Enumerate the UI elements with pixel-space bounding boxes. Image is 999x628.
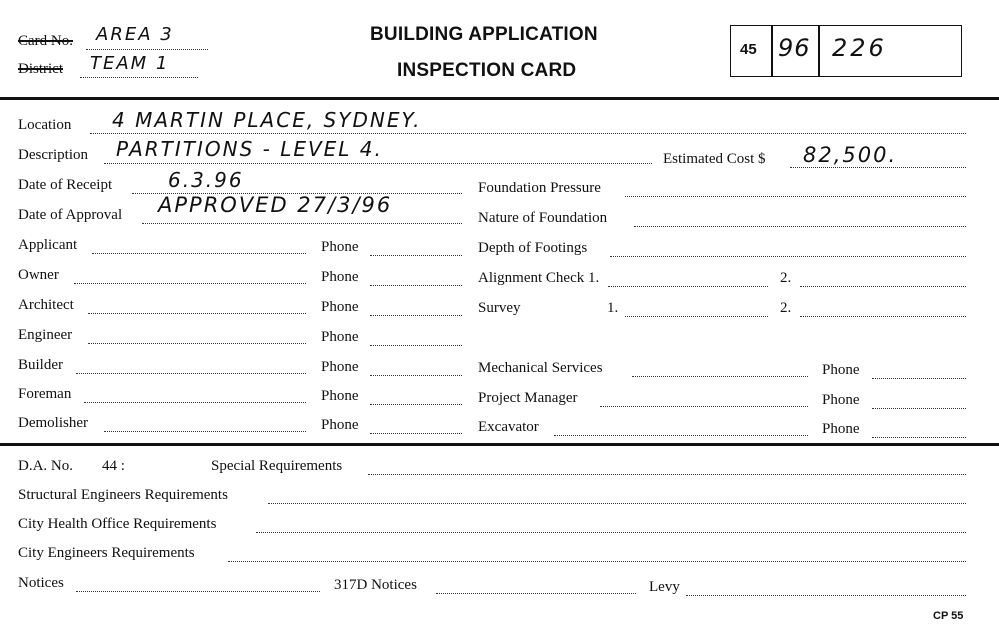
card-no-dots — [86, 49, 208, 50]
location-dots — [90, 133, 966, 134]
demolisher-phone-dots — [370, 433, 462, 434]
survey-1-dots — [625, 316, 768, 317]
builder-phone-label: Phone — [321, 359, 359, 375]
district-label: District — [18, 61, 63, 77]
excavator-dots — [554, 435, 808, 436]
card-no-label: Card No. — [18, 33, 73, 49]
foreman-dots — [84, 402, 306, 403]
engineer-phone-label: Phone — [321, 329, 359, 345]
mechanical-label: Mechanical Services — [478, 360, 603, 376]
description-dots — [104, 163, 652, 164]
estimated-cost-dots — [790, 167, 966, 168]
foreman-phone-dots — [370, 404, 462, 405]
form-code: CP 55 — [933, 610, 964, 622]
health-label: City Health Office Requirements — [18, 516, 217, 532]
survey-1-label: 1. — [607, 300, 619, 316]
notices-317d-dots — [436, 593, 636, 594]
architect-phone-label: Phone — [321, 299, 359, 315]
special-requirements-dots — [368, 474, 966, 475]
city-engineers-dots — [228, 561, 966, 562]
project-manager-label: Project Manager — [478, 390, 578, 406]
engineer-dots — [88, 343, 306, 344]
foreman-label: Foreman — [18, 386, 72, 402]
levy-label: Levy — [649, 579, 680, 595]
excavator-phone-label: Phone — [822, 421, 860, 437]
nature-foundation-label: Nature of Foundation — [478, 210, 608, 226]
builder-dots — [76, 373, 306, 374]
number-divider-1 — [771, 25, 773, 77]
estimated-cost-label: Estimated Cost $ — [663, 151, 766, 167]
notices-dots — [76, 591, 320, 592]
nature-foundation-dots — [634, 226, 966, 227]
number-prefix: 45 — [740, 41, 757, 58]
alignment-1-dots — [608, 286, 768, 287]
applicant-phone-dots — [370, 255, 462, 256]
mechanical-phone-dots — [872, 378, 966, 379]
da-no-value: 44 : — [102, 458, 125, 474]
city-engineers-label: City Engineers Requirements — [18, 545, 195, 561]
levy-dots — [686, 595, 966, 596]
estimated-cost-value: 82,500. — [803, 143, 898, 167]
location-value: 4 MARTIN PLACE, SYDNEY. — [112, 108, 422, 132]
architect-label: Architect — [18, 297, 74, 313]
engineer-label: Engineer — [18, 327, 73, 343]
card-no-value: AREA 3 — [96, 24, 174, 45]
owner-label: Owner — [18, 267, 59, 283]
owner-phone-label: Phone — [321, 269, 359, 285]
builder-phone-dots — [370, 375, 462, 376]
demolisher-dots — [104, 431, 306, 432]
applicant-dots — [92, 253, 306, 254]
date-approval-value: APPROVED 27/3/96 — [158, 193, 393, 217]
mechanical-phone-label: Phone — [822, 362, 860, 378]
date-approval-dots — [142, 223, 462, 224]
foundation-pressure-dots — [625, 196, 966, 197]
survey-label: Survey — [478, 300, 521, 316]
architect-phone-dots — [370, 315, 462, 316]
title-line-2: INSPECTION CARD — [397, 60, 577, 81]
health-dots — [256, 532, 966, 533]
details-rule — [0, 443, 999, 446]
project-manager-phone-label: Phone — [822, 392, 860, 408]
depth-footings-dots — [610, 256, 966, 257]
survey-2-dots — [800, 316, 966, 317]
foreman-phone-label: Phone — [321, 388, 359, 404]
demolisher-label: Demolisher — [18, 415, 88, 431]
date-approval-label: Date of Approval — [18, 207, 123, 223]
demolisher-phone-label: Phone — [321, 417, 359, 433]
architect-dots — [88, 313, 306, 314]
foundation-pressure-label: Foundation Pressure — [478, 180, 601, 196]
applicant-label: Applicant — [18, 237, 78, 253]
date-receipt-label: Date of Receipt — [18, 177, 113, 193]
district-value: TEAM 1 — [90, 53, 170, 74]
title-line-1: BUILDING APPLICATION — [370, 24, 598, 45]
notices-label: Notices — [18, 575, 64, 591]
description-label: Description — [18, 147, 88, 163]
da-no-label: D.A. No. — [18, 458, 73, 474]
alignment-2-dots — [800, 286, 966, 287]
owner-phone-dots — [370, 285, 462, 286]
excavator-label: Excavator — [478, 419, 539, 435]
structural-label: Structural Engineers Requirements — [18, 487, 228, 503]
alignment-check-label: Alignment Check 1. — [478, 270, 600, 286]
district-dots — [80, 77, 198, 78]
engineer-phone-dots — [370, 345, 462, 346]
applicant-phone-label: Phone — [321, 239, 359, 255]
excavator-phone-dots — [872, 437, 966, 438]
notices-317d-label: 317D Notices — [334, 577, 417, 593]
alignment-2-label: 2. — [780, 270, 792, 286]
description-value: PARTITIONS - LEVEL 4. — [116, 137, 383, 161]
project-manager-phone-dots — [872, 408, 966, 409]
location-label: Location — [18, 117, 72, 133]
structural-dots — [268, 503, 966, 504]
special-requirements-label: Special Requirements — [211, 458, 343, 474]
number-divider-2 — [818, 25, 820, 77]
date-receipt-value: 6.3.96 — [168, 168, 244, 192]
mechanical-dots — [632, 376, 808, 377]
number-serial: 226 — [832, 34, 887, 62]
project-manager-dots — [600, 406, 808, 407]
header-rule — [0, 97, 999, 100]
number-year: 96 — [778, 34, 811, 62]
depth-footings-label: Depth of Footings — [478, 240, 588, 256]
owner-dots — [74, 283, 306, 284]
builder-label: Builder — [18, 357, 63, 373]
survey-2-label: 2. — [780, 300, 792, 316]
